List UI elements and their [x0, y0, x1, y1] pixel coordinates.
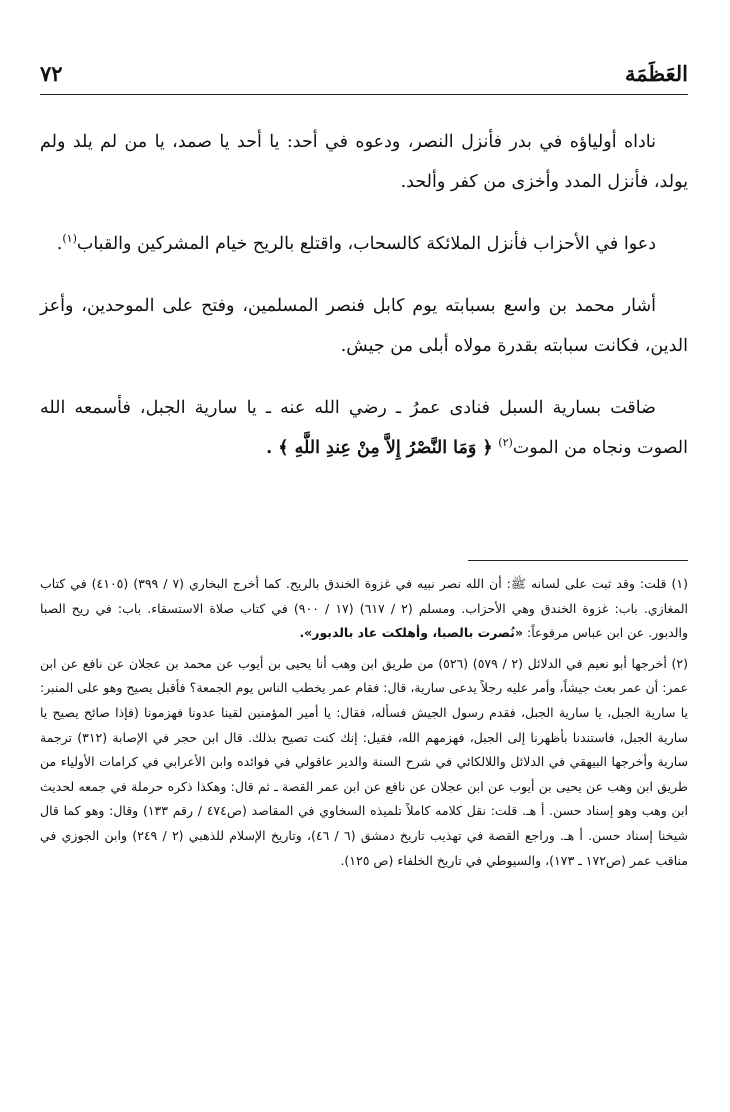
paragraph-1: ناداه أولياؤه في بدر فأنزل النصر، ودعوه في أحد: يا أحد يا صمد، يا من لم يلد ولم يولد، فأنزل المدد وأخزى من كفر وألحد. — [40, 132, 688, 192]
footnote-1-hadith: «نُصرت بالصبا، وأهلكت عاد بالدبور». — [299, 625, 524, 641]
footnote-1-number: (١) — [671, 576, 688, 591]
footnote-ref-2: (٢) — [498, 436, 513, 450]
book-title: العَظَمَة — [625, 61, 688, 86]
footnote-2 — [40, 652, 688, 873]
quran-verse: ﴿ وَمَا النَّصْرُ إِلاَّ مِنْ عِندِ اللَّهِ ﴾ . — [266, 438, 493, 458]
page-number: ٧٢ — [40, 61, 63, 86]
paragraph-2-end: . — [56, 234, 63, 254]
footnote-1 — [40, 572, 688, 646]
footnote-1-text: قلت: وقد ثبت على لسانه ﷺ: أن الله نصر نبيه في غزوة الخندق بالريح. كما أخرج البخاري (٧ / ٣٩٩) (٤١٠٥) في كتاب المغازي. باب: غزوة الخندق وهي الأحزاب. ومسلم (٢ / ٦١٧) (١٧ / ٩٠٠) في كتاب صلاة الاستسقاء. باب: في ريح الصبا والدبور. عن ابن عباس مرفوعاً: — [40, 576, 688, 641]
paragraph-2-text: دعوا في الأحزاب فأنزل الملائكة كالسحاب، واقتلع بالريح خيام المشركين والقباب — [76, 234, 656, 254]
page-header — [40, 50, 688, 95]
footnote-ref-1: (١) — [62, 232, 77, 246]
footnotes — [40, 572, 688, 879]
paragraph-2 — [40, 224, 688, 264]
paragraph-4 — [40, 388, 688, 468]
paragraph-4-text: ضاقت بسارية السبل فنادى عمرُ ـ رضي الله عنه ـ يا سارية الجبل، فأسمعه الله الصوت ونجاه من الموت — [40, 398, 688, 458]
footnote-2-number: (٢) — [671, 655, 688, 671]
paragraph-3: أشار محمد بن واسع بسبابته يوم كابل فنصر المسلمين، وفتح على الموحدين، وأعز الدين، فكانت سبابته بقدرة مولاه أبلى من جيش. — [40, 296, 688, 356]
main-text — [40, 122, 688, 490]
footnote-divider — [468, 560, 688, 561]
footnote-2-text: أخرجها أبو نعيم في الدلائل (٢ / ٥٧٩) (٥٢٦) من طريق ابن وهب أنا يحيى بن أيوب عن محمد بن عجلان عن نافع عن ابن عمر: أن عمر بعث جيشاً، وأمر عليه رجلاً يدعى سارية، قال: فقام عمر يخطب الناس يوم الجمعة؟ فأقبل يصيح وهو على المنبر: يا سارية الجبل، يا سارية الجبل، فقدم رسول الجيش فسأله، فقال: يا أمير المؤمنين لقينا عدونا فهزمونا (فإذا صائح يصيح يا سارية الجبل، فاستندنا بأظهرنا إلى الجبل، فهزمهم الله، فقيل: إنك كنت تصيح بذلك. قال ابن حجر في الإصابة (٣١٢) ترجمة سارية وأخرجها البيهقي في الدلائل واللالكائي في شرح السنة والدير عاقولي في فوائده وابن الأعرابي في كرامات الأولياء من طريق ابن وهب عن يحيى بن أيوب عن ابن عجلان عن نافع عن ابن عمر القصة ـ ثم قال: وهكذا ذكره حرملة في جمعه لحديث ابن وهب وهو إسناد حسن. أ هـ. قلت: نقل كلامه كاملاً تلميذه السخاوي في المقاصد (ص٤٧٤ / رقم ١٣٣) وقال: وهو كما قال شيخنا إسناد حسن. أ هـ. وراجع القصة في تهذيب تاريخ دمشق (٦ / ٤٦)، وتاريخ الإسلام للذهبي (٢ / ٢٤٩) وابن الجوزي في مناقب عمر (ص١٧٢ ـ ١٧٣)، والسيوطي في تاريخ الخلفاء (ص ١٢٥). — [40, 655, 688, 868]
